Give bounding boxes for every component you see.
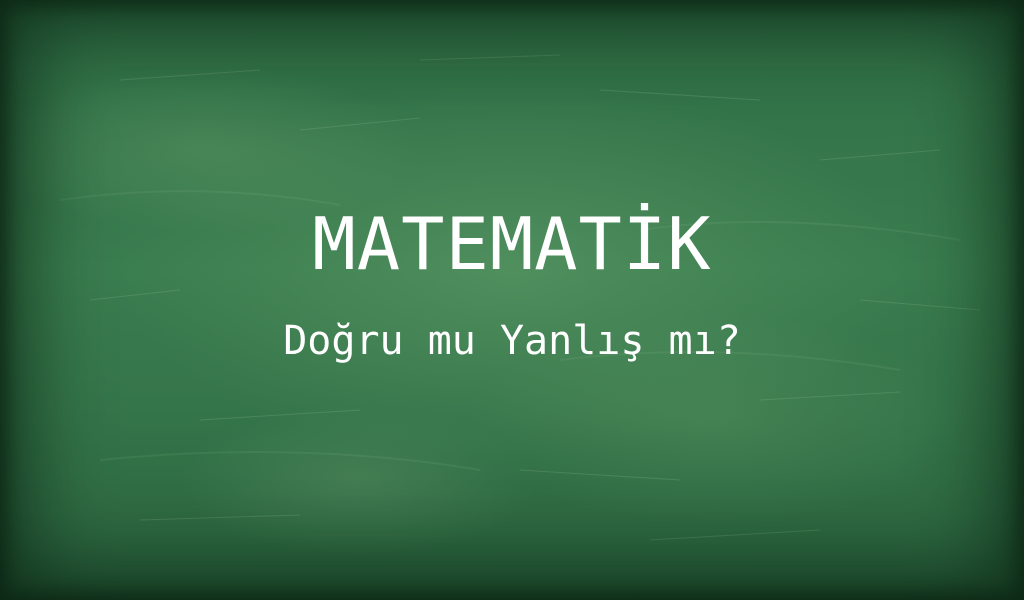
page-subtitle: Doğru mu Yanlış mı?	[283, 318, 741, 364]
page-title: MATEMATİK	[312, 202, 712, 286]
